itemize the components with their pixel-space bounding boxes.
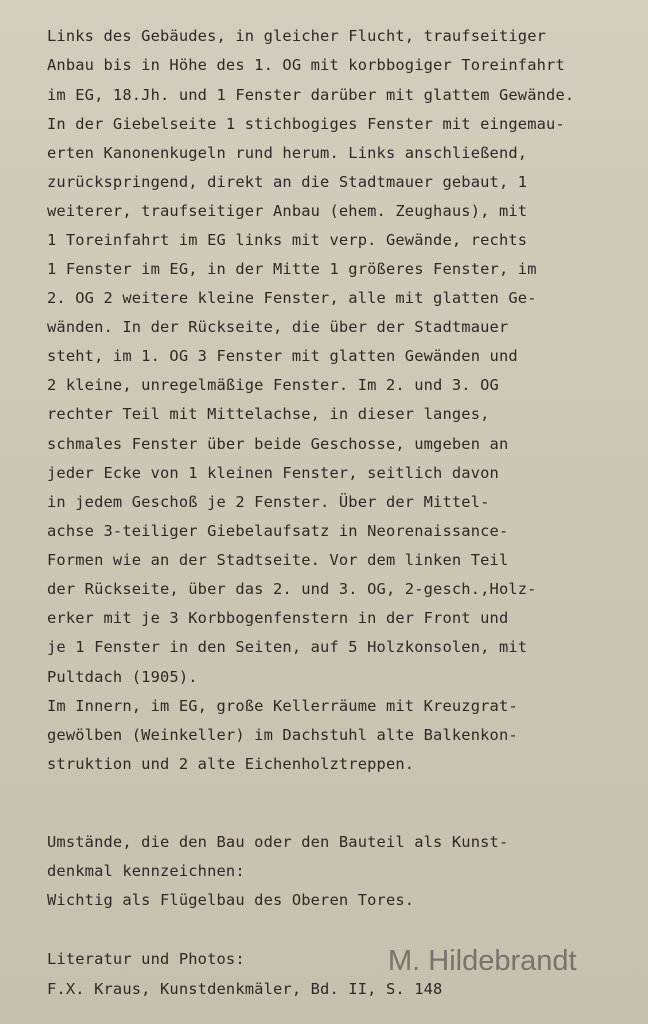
text-line: achse 3-teiliger Giebelaufsatz in Neorenaissance-: [47, 522, 509, 540]
section-heading: Literatur und Photos:: [47, 950, 245, 968]
text-line: im EG, 18.Jh. und 1 Fenster darüber mit glattem Gewände.: [47, 86, 575, 104]
text-line: der Rückseite, über das 2. und 3. OG, 2-gesch.,Holz-: [47, 580, 537, 598]
text-line: jeder Ecke von 1 kleinen Fenster, seitlich davon: [47, 464, 499, 482]
text-line: Pultdach (1905).: [47, 668, 198, 686]
text-line: Formen wie an der Stadtseite. Vor dem linken Teil: [47, 551, 509, 569]
author-watermark: M. Hildebrandt: [388, 945, 577, 977]
text-line: erten Kanonenkugeln rund herum. Links anschließend,: [47, 144, 528, 162]
text-line: In der Giebelseite 1 stichbogiges Fenster mit eingemau-: [47, 115, 565, 133]
section-heading: denkmal kennzeichnen:: [47, 862, 245, 880]
text-line: Links des Gebäudes, in gleicher Flucht, traufseitiger: [47, 27, 547, 45]
citation-line: F.X. Kraus, Kunstdenkmäler, Bd. II, S. 148: [47, 980, 443, 998]
text-line: struktion und 2 alte Eichenholztreppen.: [47, 755, 415, 773]
text-line: weiterer, traufseitiger Anbau (ehem. Zeughaus), mit: [47, 202, 528, 220]
text-line: Wichtig als Flügelbau des Oberen Tores.: [47, 891, 415, 909]
text-line: 1 Fenster im EG, in der Mitte 1 größeres Fenster, im: [47, 260, 537, 278]
text-line: Anbau bis in Höhe des 1. OG mit korbbogiger Toreinfahrt: [47, 56, 565, 74]
text-line: wänden. In der Rückseite, die über der Stadtmauer: [47, 318, 509, 336]
text-line: Im Innern, im EG, große Kellerräume mit Kreuzgrat-: [47, 697, 518, 715]
text-line: steht, im 1. OG 3 Fenster mit glatten Gewänden und: [47, 347, 518, 365]
section-heading: Umstände, die den Bau oder den Bauteil als Kunst-: [47, 833, 509, 851]
text-line: 1 Toreinfahrt im EG links mit verp. Gewände, rechts: [47, 231, 528, 249]
text-line: zurückspringend, direkt an die Stadtmauer gebaut, 1: [47, 173, 528, 191]
text-line: erker mit je 3 Korbbogenfenstern in der Front und: [47, 609, 509, 627]
text-line: schmales Fenster über beide Geschosse, umgeben an: [47, 435, 509, 453]
text-line: 2. OG 2 weitere kleine Fenster, alle mit glatten Ge-: [47, 289, 537, 307]
text-line: je 1 Fenster in den Seiten, auf 5 Holzkonsolen, mit: [47, 638, 528, 656]
text-line: 2 kleine, unregelmäßige Fenster. Im 2. und 3. OG: [47, 376, 499, 394]
text-line: in jedem Geschoß je 2 Fenster. Über der Mittel-: [47, 493, 490, 511]
text-line: gewölben (Weinkeller) im Dachstuhl alte Balkenkon-: [47, 726, 518, 744]
text-line: rechter Teil mit Mittelachse, in dieser langes,: [47, 405, 490, 423]
